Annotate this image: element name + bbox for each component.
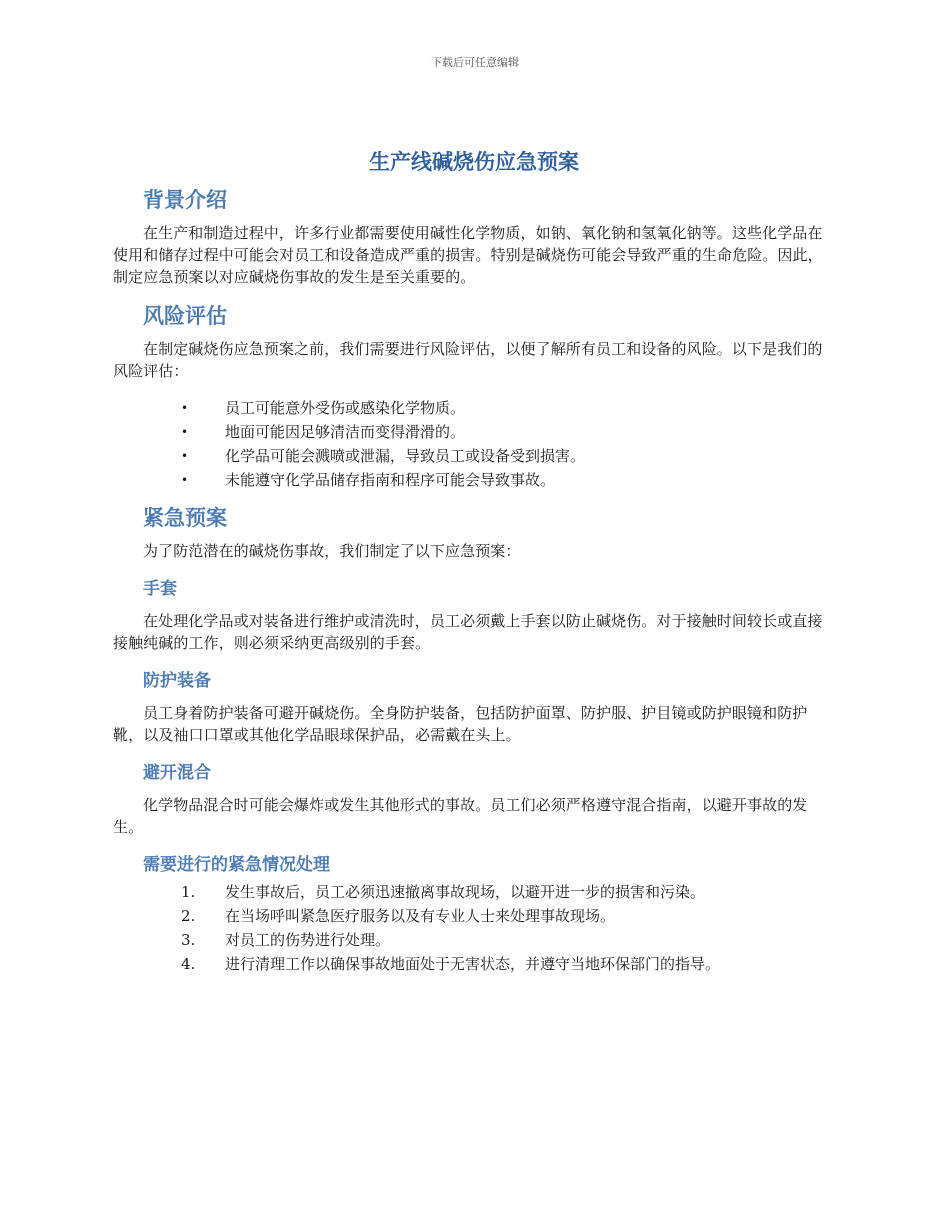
list-item-text: 地面可能因足够清洁而变得滑滑的。	[225, 423, 466, 441]
subheading-equipment: 防护装备	[143, 671, 211, 691]
step-text: 进行清理工作以确保事故地面处于无害状态，并遵守当地环保部门的指导。	[225, 955, 721, 973]
subheading-mixing: 避开混合	[143, 763, 211, 783]
list-item-text: 员工可能意外受伤或感染化学物质。	[225, 399, 466, 417]
equipment-paragraph: 员工身着防护装备可避开碱烧伤。全身防护装备，包括防护面罩、防护服、护目镜或防护眼镜和防护靴，以及袖口口罩或其他化学品眼球保护品，必需戴在头上。	[113, 704, 808, 744]
step-number: 4.	[181, 955, 196, 973]
gloves-paragraph: 在处理化学品或对装备进行维护或清洗时，员工必须戴上手套以防止碱烧伤。对于接触时间较长或直接接触纯碱的工作，则必须采纳更高级别的手套。	[113, 612, 823, 652]
list-item	[113, 396, 835, 420]
section-heading-risk: 风险评估	[143, 304, 227, 328]
bullet-icon: •	[181, 473, 189, 487]
list-item	[113, 420, 835, 444]
step-number: 2.	[181, 907, 196, 925]
step-number: 3.	[181, 931, 196, 949]
list-item	[113, 468, 835, 492]
bullet-icon: •	[181, 449, 189, 463]
emergency-paragraph: 为了防范潜在的碱烧伤事故，我们制定了以下应急预案：	[143, 542, 521, 560]
step-text: 在当场呼叫紧急医疗服务以及有专业人士来处理事故现场。	[225, 907, 616, 925]
list-item	[113, 928, 835, 952]
document-body	[113, 146, 835, 988]
section-heading-emergency: 紧急预案	[143, 506, 227, 530]
step-number: 1.	[181, 883, 196, 901]
risk-paragraph: 在制定碱烧伤应急预案之前，我们需要进行风险评估，以便了解所有员工和设备的风险。以下是我们的风险评估：	[113, 340, 823, 380]
subheading-handling: 需要进行的紧急情况处理	[143, 855, 330, 875]
list-item	[113, 880, 835, 904]
document-title: 生产线碱烧伤应急预案	[369, 150, 579, 174]
bullet-icon: •	[181, 425, 189, 439]
step-text: 发生事故后，员工必须迅速撤离事故现场，以避开进一步的损害和污染。	[225, 883, 706, 901]
section-heading-background: 背景介绍	[143, 188, 227, 212]
list-item-text: 化学品可能会溅喷或泄漏，导致员工或设备受到损害。	[225, 447, 586, 465]
mixing-paragraph: 化学物品混合时可能会爆炸或发生其他形式的事故。员工们必须严格遵守混合指南，以避开事故的发生。	[113, 796, 808, 836]
page-header: 下载后可任意编辑	[431, 56, 519, 69]
handling-steps-list	[113, 880, 835, 976]
bullet-icon: •	[181, 401, 189, 415]
list-item	[113, 904, 835, 928]
subheading-gloves: 手套	[143, 579, 177, 599]
list-item	[113, 444, 835, 468]
list-item	[113, 952, 835, 976]
background-paragraph: 在生产和制造过程中，许多行业都需要使用碱性化学物质，如钠、氧化钠和氢氧化钠等。这些化学品在使用和储存过程中可能会对员工和设备造成严重的损害。特别是碱烧伤可能会导致严重的生命危险。因此，制定应急预案以对应碱烧伤事故的发生是至关重要的。	[113, 224, 823, 286]
risk-list	[113, 396, 835, 492]
list-item-text: 未能遵守化学品储存指南和程序可能会导致事故。	[225, 471, 556, 489]
step-text: 对员工的伤势进行处理。	[225, 931, 391, 949]
